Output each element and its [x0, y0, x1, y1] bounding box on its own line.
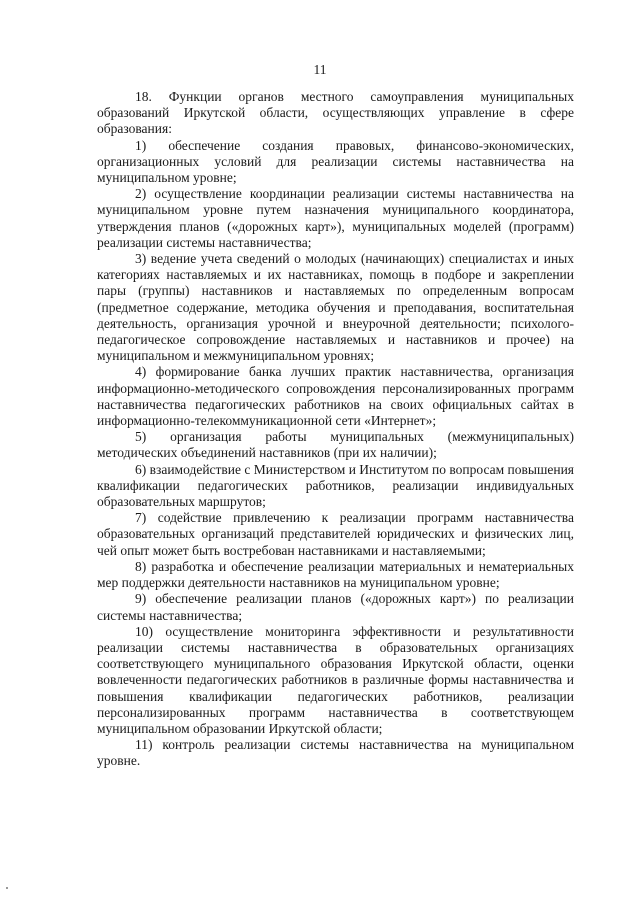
page-number: 11: [313, 62, 327, 77]
list-item-7: 7) содействие привлечению к реализации программ наставничества образовательных организаций представителей юридических и физических лиц, чей опыт может быть востребован наставниками и наставляемыми;: [97, 510, 574, 558]
list-item-9: 9) обеспечение реализации планов («дорожных карт») по реализации системы наставничества;: [97, 591, 574, 623]
list-item-3: 3) ведение учета сведений о молодых (начинающих) специалистах и иных категориях наставляемых и их наставниках, помощь в подборе и закреплении пары (группы) наставников и наставляемых по определенным вопросам (предметное содержание, методика обучения и преподавания, воспитательная деятельность, организация урочной и внеурочной деятельности; психолого-педагогическое сопровождение наставляемых и наставников и прочее) на муниципальном и межмуниципальном уровнях;: [97, 251, 574, 364]
list-item-10: 10) осуществление мониторинга эффективности и результативности реализации системы наставничества в образовательных организациях соответствующего муниципального образования Иркутской области, оценки вовлеченности педагогических работников в различные формы наставничества и повышения квалификации педагогических работников, реализации персонализированных программ наставничества в соответствующем муниципальном образовании Иркутской области;: [97, 623, 574, 736]
list-item-6: 6) взаимодействие с Министерством и Институтом по вопросам повышения квалификации педагогических работников, реализации индивидуальных образовательных маршрутов;: [97, 461, 574, 510]
list-item-8: 8) разработка и обеспечение реализации материальных и нематериальных мер поддержки деятельности наставников на муниципальном уровне;: [97, 558, 574, 591]
list-item-4: 4) формирование банка лучших практик наставничества, организация информационно-методического сопровождения персонализированных программ наставничества педагогических работников на своих официальных сайтах в информационно-телекоммуникационной сети «Интернет»;: [97, 364, 574, 429]
list-item-5: 5) организация работы муниципальных (межмуниципальных) методических объединений наставников (при их наличии);: [97, 429, 574, 461]
list-item-1: 1) обеспечение создания правовых, финансово-экономических, организационных условий для реализации системы наставничества на муниципальном уровне;: [97, 137, 574, 186]
section-heading: 18. Функции органов местного самоуправления муниципальных образований Иркутской области, осуществляющих управление в сфере образования:: [97, 89, 574, 137]
scan-speck: [6, 887, 8, 889]
document-body: [97, 89, 574, 770]
list-item-11: 11) контроль реализации системы наставничества на муниципальном уровне.: [97, 737, 574, 769]
list-item-2: 2) осуществление координации реализации системы наставничества на муниципальном уровне путем назначения муниципального координатора, утверждения планов («дорожных карт»), муниципальных моделей (программ) реализации системы наставничества;: [97, 186, 574, 250]
